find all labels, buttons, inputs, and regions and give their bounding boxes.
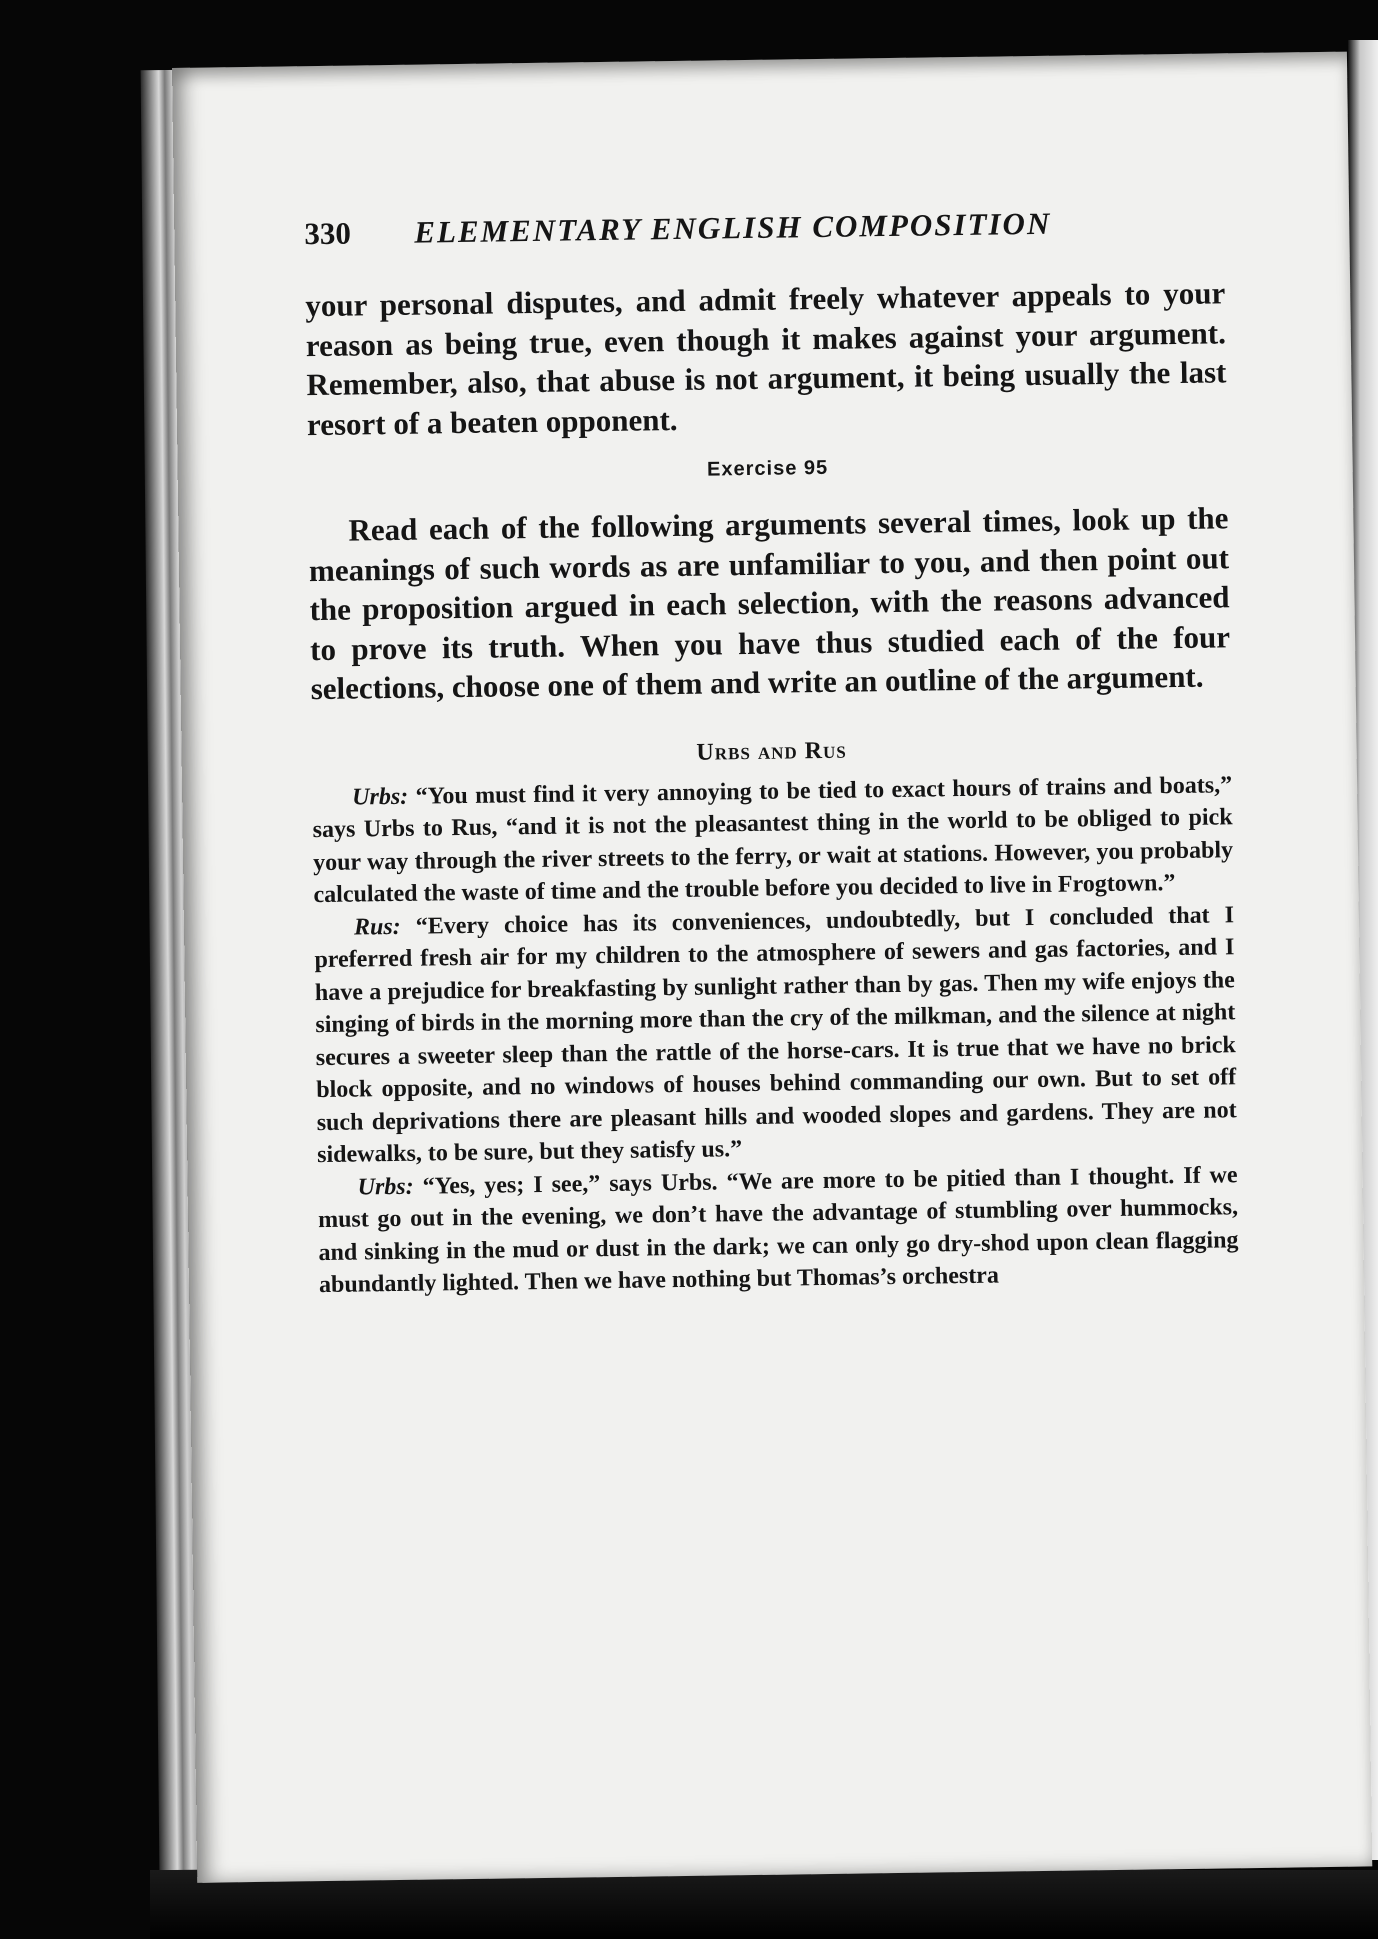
book-page xyxy=(172,52,1372,1883)
page-number: 330 xyxy=(304,215,352,252)
dialogue-paragraph-urbs-2 xyxy=(317,1159,1239,1302)
running-head xyxy=(304,203,1224,256)
exercise-paragraph: Read each of the following arguments several times, look up the meanings of such words as are unfamiliar to you, and then point out the proposition argued in each selection, with the reasons advanced to prove its truth. When you have thus studied each of the four selections, choose one of them and write an outline of the argument. xyxy=(308,500,1231,707)
dialogue-text: “You must find it very annoying to be tied to exact hours of trains and boats,” says Urbs to Rus, “and it is not the pleasantest thing in the world to be obliged to pick your way through the river streets to the ferry, or wait at stations. However, you probably calculated the waste of time and the trouble before you decided to live in Frogtown.” xyxy=(312,771,1234,909)
dialogue-text: “Yes, yes; I see,” says Urbs. “We are more to be pitied than I thought. If we must go out in the evening, we don’t have the advantage of stumbling over hummocks, and sinking in the mud or dust in the dark; we can only go dry-shod upon clean flagging abundantly lighted. Then we have nothing but Thomas’s orchestra xyxy=(317,1161,1239,1299)
speaker-label: Rus: xyxy=(353,913,401,941)
speaker-label: Urbs: xyxy=(352,783,409,811)
exercise-heading: Exercise 95 xyxy=(706,456,829,481)
speaker-label: Urbs: xyxy=(357,1173,414,1201)
dialogue-paragraph-urbs-1 xyxy=(312,769,1234,912)
running-title: ELEMENTARY ENGLISH COMPOSITION xyxy=(414,205,1052,250)
dialogue-paragraph-rus xyxy=(314,899,1238,1172)
selection-title: Urbs and Rus xyxy=(696,737,847,766)
opening-paragraph: your personal disputes, and admit freely whatever appeals to your reason as being true, even though it makes against your argument. Remember, also, that abuse is not argument, it being usually the last resort of a beaten opponent. xyxy=(305,275,1227,442)
dialogue-text: “Every choice has its conveniences, undoubtedly, but I concluded that I preferred fresh air for my children to the atmosphere of sewers and gas factories, and I have a prejudice for breakfasting by sunlight rather than by gas. Then my wife enjoys the singing of birds in the morning more than the cry of the milkman, and the silence at night secures a sweeter sleep than the rattle of the horse-cars. It is true that we have no brick block opposite, and no windows of houses behind commanding our own. But to set off such deprivations there are pleasant hills and wooded slopes and gardens. They are not sidewalks, to be sure, but they satisfy us.” xyxy=(314,901,1237,1169)
page-content xyxy=(304,203,1239,1301)
